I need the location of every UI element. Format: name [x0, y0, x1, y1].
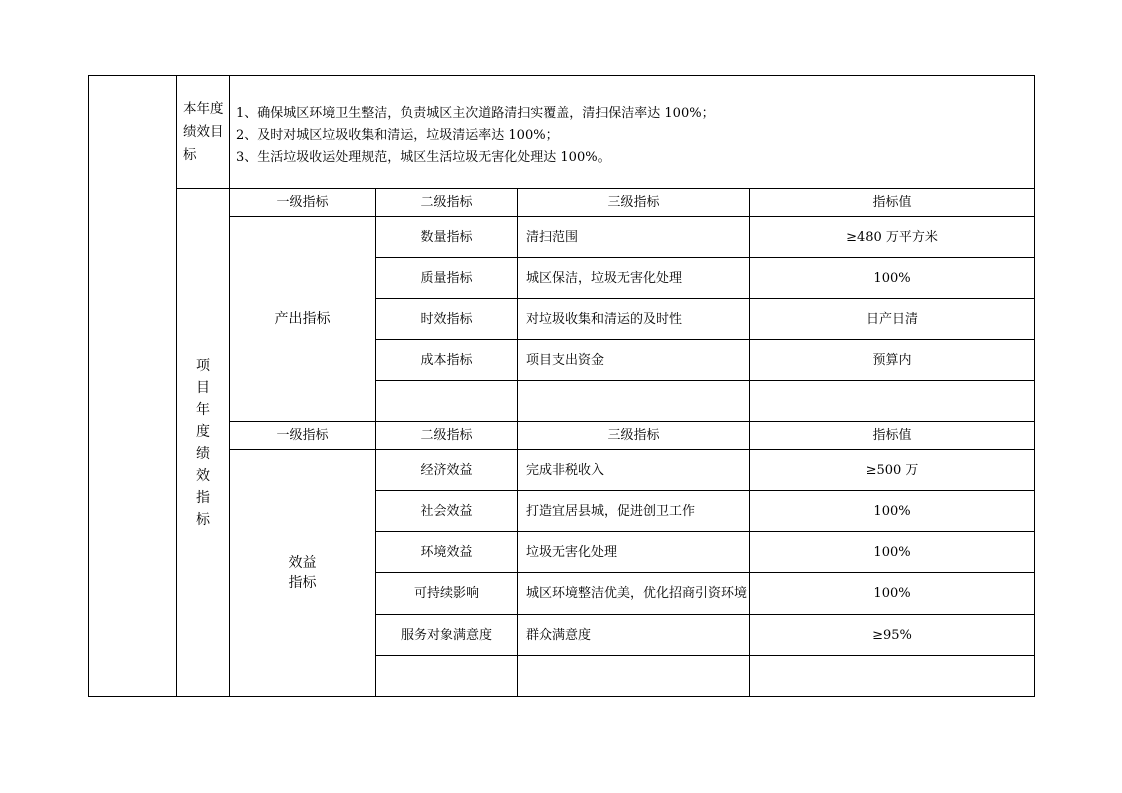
- level2-cell: 服务对象满意度: [376, 615, 518, 656]
- header-level2: 二级指标: [376, 422, 518, 450]
- level3-cell: 对垃圾收集和清运的及时性: [518, 299, 750, 340]
- output-indicators-label: 产出指标: [230, 217, 376, 422]
- level3-cell: 项目支出资金: [518, 340, 750, 381]
- annual-goals-label: 本年度绩效目标: [177, 76, 230, 189]
- indicator-header-row: [89, 422, 1035, 450]
- level2-cell: 社会效益: [376, 491, 518, 532]
- goal-line-1: 1、确保城区环境卫生整洁，负责城区主次道路清扫实覆盖，清扫保洁率达 100%；: [236, 106, 715, 121]
- goal-line-2: 2、及时对城区垃圾收集和清运，垃圾清运率达 100%；: [236, 128, 559, 143]
- header-level3: 三级指标: [518, 189, 750, 217]
- value-cell: 100%: [750, 491, 1035, 532]
- level3-cell: [518, 381, 750, 422]
- value-cell: 100%: [750, 573, 1035, 615]
- value-cell: ≥95%: [750, 615, 1035, 656]
- benefit-label-line-1: 效益: [288, 555, 317, 571]
- value-cell: 日产日清: [750, 299, 1035, 340]
- value-cell: 100%: [750, 258, 1035, 299]
- value-cell: ≥500 万: [750, 450, 1035, 491]
- level3-cell: 城区环境整洁优美，优化招商引资环境: [518, 573, 750, 615]
- table-row: [89, 217, 1035, 258]
- level3-cell: [518, 656, 750, 697]
- level3-cell: 城区保洁，垃圾无害化处理: [518, 258, 750, 299]
- level2-cell: 可持续影响: [376, 573, 518, 615]
- value-cell: 预算内: [750, 340, 1035, 381]
- value-cell: 100%: [750, 532, 1035, 573]
- level3-cell: 打造宜居县城，促进创卫工作: [518, 491, 750, 532]
- level2-cell: 质量指标: [376, 258, 518, 299]
- table-row: [89, 450, 1035, 491]
- level2-cell: 时效指标: [376, 299, 518, 340]
- level2-cell: [376, 656, 518, 697]
- header-level3: 三级指标: [518, 422, 750, 450]
- header-level1: 一级指标: [230, 189, 376, 217]
- benefit-indicators-label: [230, 450, 376, 697]
- value-cell: ≥480 万平方米: [750, 217, 1035, 258]
- level2-cell: 环境效益: [376, 532, 518, 573]
- level2-cell: 成本指标: [376, 340, 518, 381]
- header-value: 指标值: [750, 189, 1035, 217]
- header-value: 指标值: [750, 422, 1035, 450]
- benefit-label-line-2: 指标: [288, 575, 317, 591]
- value-cell: [750, 381, 1035, 422]
- outer-left-cell: [89, 76, 177, 697]
- level3-cell: 清扫范围: [518, 217, 750, 258]
- goal-line-3: 3、生活垃圾收运处理规范，城区生活垃圾无害化处理达 100%。: [236, 150, 611, 165]
- annual-goals-content: [230, 76, 1035, 189]
- header-level2: 二级指标: [376, 189, 518, 217]
- value-cell: [750, 656, 1035, 697]
- project-indicators-label: 项目年度绩效指标: [177, 189, 230, 697]
- indicator-header-row: [89, 189, 1035, 217]
- header-level1: 一级指标: [230, 422, 376, 450]
- annual-goals-row: [89, 76, 1035, 189]
- level2-cell: [376, 381, 518, 422]
- level3-cell: 完成非税收入: [518, 450, 750, 491]
- performance-table: [88, 75, 1035, 697]
- level3-cell: 群众满意度: [518, 615, 750, 656]
- level2-cell: 经济效益: [376, 450, 518, 491]
- level3-cell: 垃圾无害化处理: [518, 532, 750, 573]
- level2-cell: 数量指标: [376, 217, 518, 258]
